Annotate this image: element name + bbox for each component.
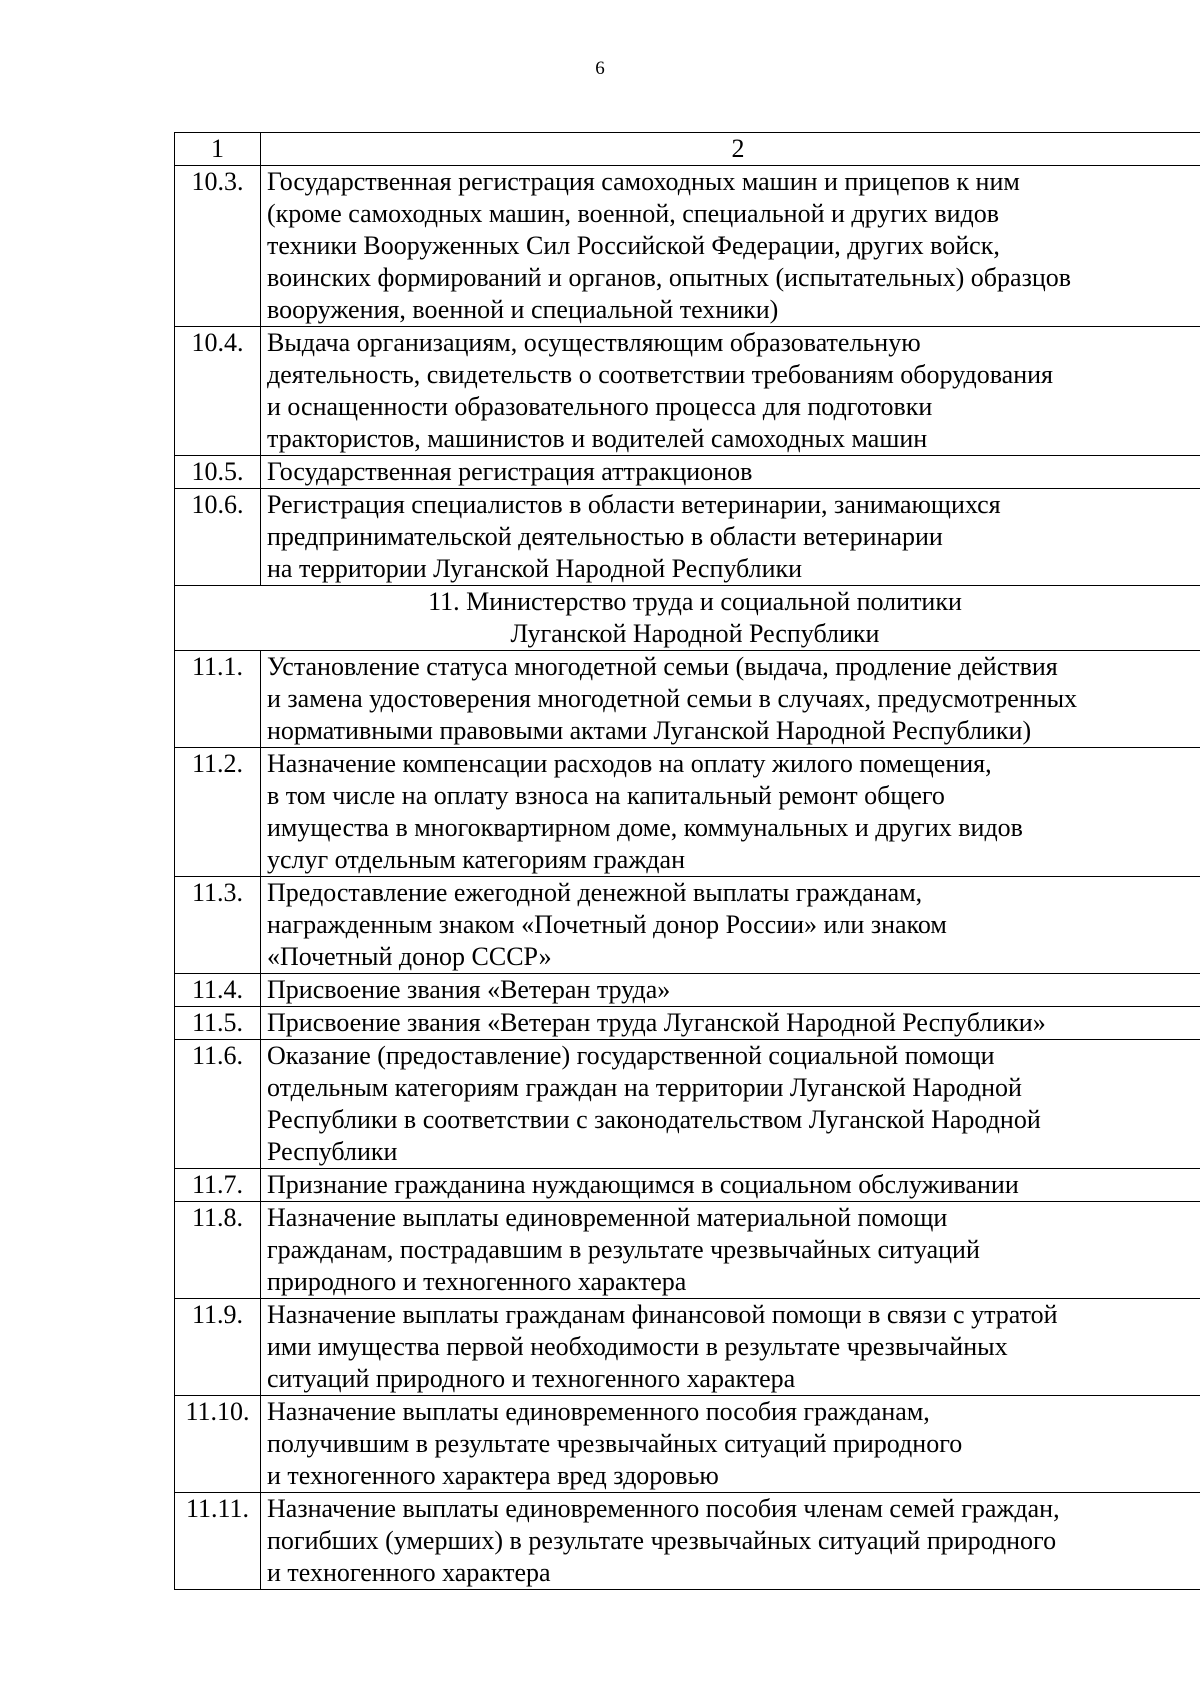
table-row <box>175 1040 1200 1169</box>
item-number: 11.6. <box>175 1040 261 1169</box>
item-description <box>261 748 1200 877</box>
description-line: «Почетный донор СССР» <box>267 942 552 971</box>
description-line: и техногенного характера <box>267 1558 551 1587</box>
description-line: получившим в результате чрезвычайных ситуаций природного <box>267 1429 963 1458</box>
description-line: услуг отдельным категориям граждан <box>267 845 685 874</box>
description-line: воинских формирований и органов, опытных (испытательных) образцов <box>267 263 1072 292</box>
section-heading-row <box>175 586 1200 651</box>
page-number: 6 <box>595 58 605 79</box>
item-number: 10.6. <box>175 489 261 586</box>
description-line: природного и техногенного характера <box>267 1267 687 1296</box>
item-description <box>261 974 1200 1007</box>
table-row <box>175 456 1200 489</box>
description-line: и замена удостоверения многодетной семьи в случаях, предусмотренных <box>267 684 1078 713</box>
item-description <box>261 1040 1200 1169</box>
description-line: предпринимательской деятельностью в области ветеринарии <box>267 522 943 551</box>
services-table <box>174 132 1200 1590</box>
table-row <box>175 748 1200 877</box>
item-description <box>261 489 1200 586</box>
table-row <box>175 1396 1200 1493</box>
description-line: погибших (умерших) в результате чрезвычайных ситуаций природного <box>267 1526 1057 1555</box>
section-heading-line: 11. Министерство труда и социальной политики <box>428 587 962 616</box>
item-description <box>261 1299 1200 1396</box>
description-line: награжденным знаком «Почетный донор России» или знаком <box>267 910 947 939</box>
item-number: 11.10. <box>175 1396 261 1493</box>
description-line: ситуаций природного и техногенного характера <box>267 1364 796 1393</box>
description-line: Назначение выплаты гражданам финансовой помощи в связи с утратой <box>267 1300 1058 1329</box>
description-line: Республики <box>267 1137 398 1166</box>
item-description <box>261 651 1200 748</box>
description-line: Назначение выплаты единовременной материальной помощи <box>267 1203 948 1232</box>
item-description <box>261 1202 1200 1299</box>
item-number: 11.11. <box>175 1493 261 1590</box>
description-line: отдельным категориям граждан на территории Луганской Народной <box>267 1073 1022 1102</box>
description-line: Государственная регистрация самоходных машин и прицепов к ним <box>267 167 1020 196</box>
item-number: 11.4. <box>175 974 261 1007</box>
table-row <box>175 1493 1200 1590</box>
item-description <box>261 1169 1200 1202</box>
table-header-row <box>175 133 1200 166</box>
description-line: Присвоение звания «Ветеран труда Луганской Народной Республики» <box>267 1008 1046 1037</box>
description-line: в том числе на оплату взноса на капитальный ремонт общего <box>267 781 945 810</box>
description-line: ими имущества первой необходимости в результате чрезвычайных <box>267 1332 1008 1361</box>
item-description <box>261 166 1200 327</box>
item-description <box>261 1493 1200 1590</box>
description-line: Назначение компенсации расходов на оплату жилого помещения, <box>267 749 992 778</box>
description-line: Предоставление ежегодной денежной выплаты гражданам, <box>267 878 923 907</box>
item-description <box>261 327 1200 456</box>
item-description <box>261 1007 1200 1040</box>
table-row <box>175 166 1200 327</box>
description-line: вооружения, военной и специальной техники) <box>267 295 779 324</box>
item-number: 10.4. <box>175 327 261 456</box>
section-heading <box>175 586 1200 651</box>
table-row <box>175 1202 1200 1299</box>
description-line: гражданам, пострадавшим в результате чрезвычайных ситуаций <box>267 1235 980 1264</box>
description-line: на территории Луганской Народной Республики <box>267 554 803 583</box>
description-line: (кроме самоходных машин, военной, специальной и других видов <box>267 199 1000 228</box>
table-row <box>175 974 1200 1007</box>
description-line: трактористов, машинистов и водителей самоходных машин <box>267 424 928 453</box>
table-row <box>175 877 1200 974</box>
description-line: Установление статуса многодетной семьи (выдача, продление действия <box>267 652 1058 681</box>
item-number: 10.5. <box>175 456 261 489</box>
item-number: 11.9. <box>175 1299 261 1396</box>
description-line: Государственная регистрация аттракционов <box>267 457 753 486</box>
table-row <box>175 1007 1200 1040</box>
description-line: техники Вооруженных Сил Российской Федерации, других войск, <box>267 231 1000 260</box>
description-line: Назначение выплаты единовременного пособия членам семей граждан, <box>267 1494 1060 1523</box>
table-row <box>175 489 1200 586</box>
description-line: имущества в многоквартирном доме, коммунальных и других видов <box>267 813 1023 842</box>
item-description <box>261 456 1200 489</box>
description-line: нормативными правовыми актами Луганской Народной Республики) <box>267 716 1032 745</box>
item-number: 11.1. <box>175 651 261 748</box>
description-line: Оказание (предоставление) государственной социальной помощи <box>267 1041 995 1070</box>
item-description <box>261 1396 1200 1493</box>
item-description <box>261 877 1200 974</box>
description-line: деятельность, свидетельств о соответствии требованиям оборудования <box>267 360 1054 389</box>
table-row <box>175 327 1200 456</box>
description-line: Республики в соответствии с законодательством Луганской Народной <box>267 1105 1041 1134</box>
item-number: 11.7. <box>175 1169 261 1202</box>
header-cell-description: 2 <box>261 133 1200 166</box>
table-row <box>175 1169 1200 1202</box>
item-number: 11.2. <box>175 748 261 877</box>
description-line: Признание гражданина нуждающимся в социальном обслуживании <box>267 1170 1019 1199</box>
item-number: 11.3. <box>175 877 261 974</box>
table-row <box>175 1299 1200 1396</box>
table-row <box>175 651 1200 748</box>
header-cell-number: 1 <box>175 133 261 166</box>
description-line: и техногенного характера вред здоровью <box>267 1461 719 1490</box>
item-number: 11.5. <box>175 1007 261 1040</box>
item-number: 11.8. <box>175 1202 261 1299</box>
description-line: Выдача организациям, осуществляющим образовательную <box>267 328 921 357</box>
description-line: Регистрация специалистов в области ветеринарии, занимающихся <box>267 490 1001 519</box>
description-line: Назначение выплаты единовременного пособия гражданам, <box>267 1397 930 1426</box>
table-body <box>175 133 1200 1590</box>
description-line: и оснащенности образовательного процесса для подготовки <box>267 392 933 421</box>
description-line: Присвоение звания «Ветеран труда» <box>267 975 671 1004</box>
item-number: 10.3. <box>175 166 261 327</box>
section-heading-line: Луганской Народной Республики <box>510 619 880 648</box>
